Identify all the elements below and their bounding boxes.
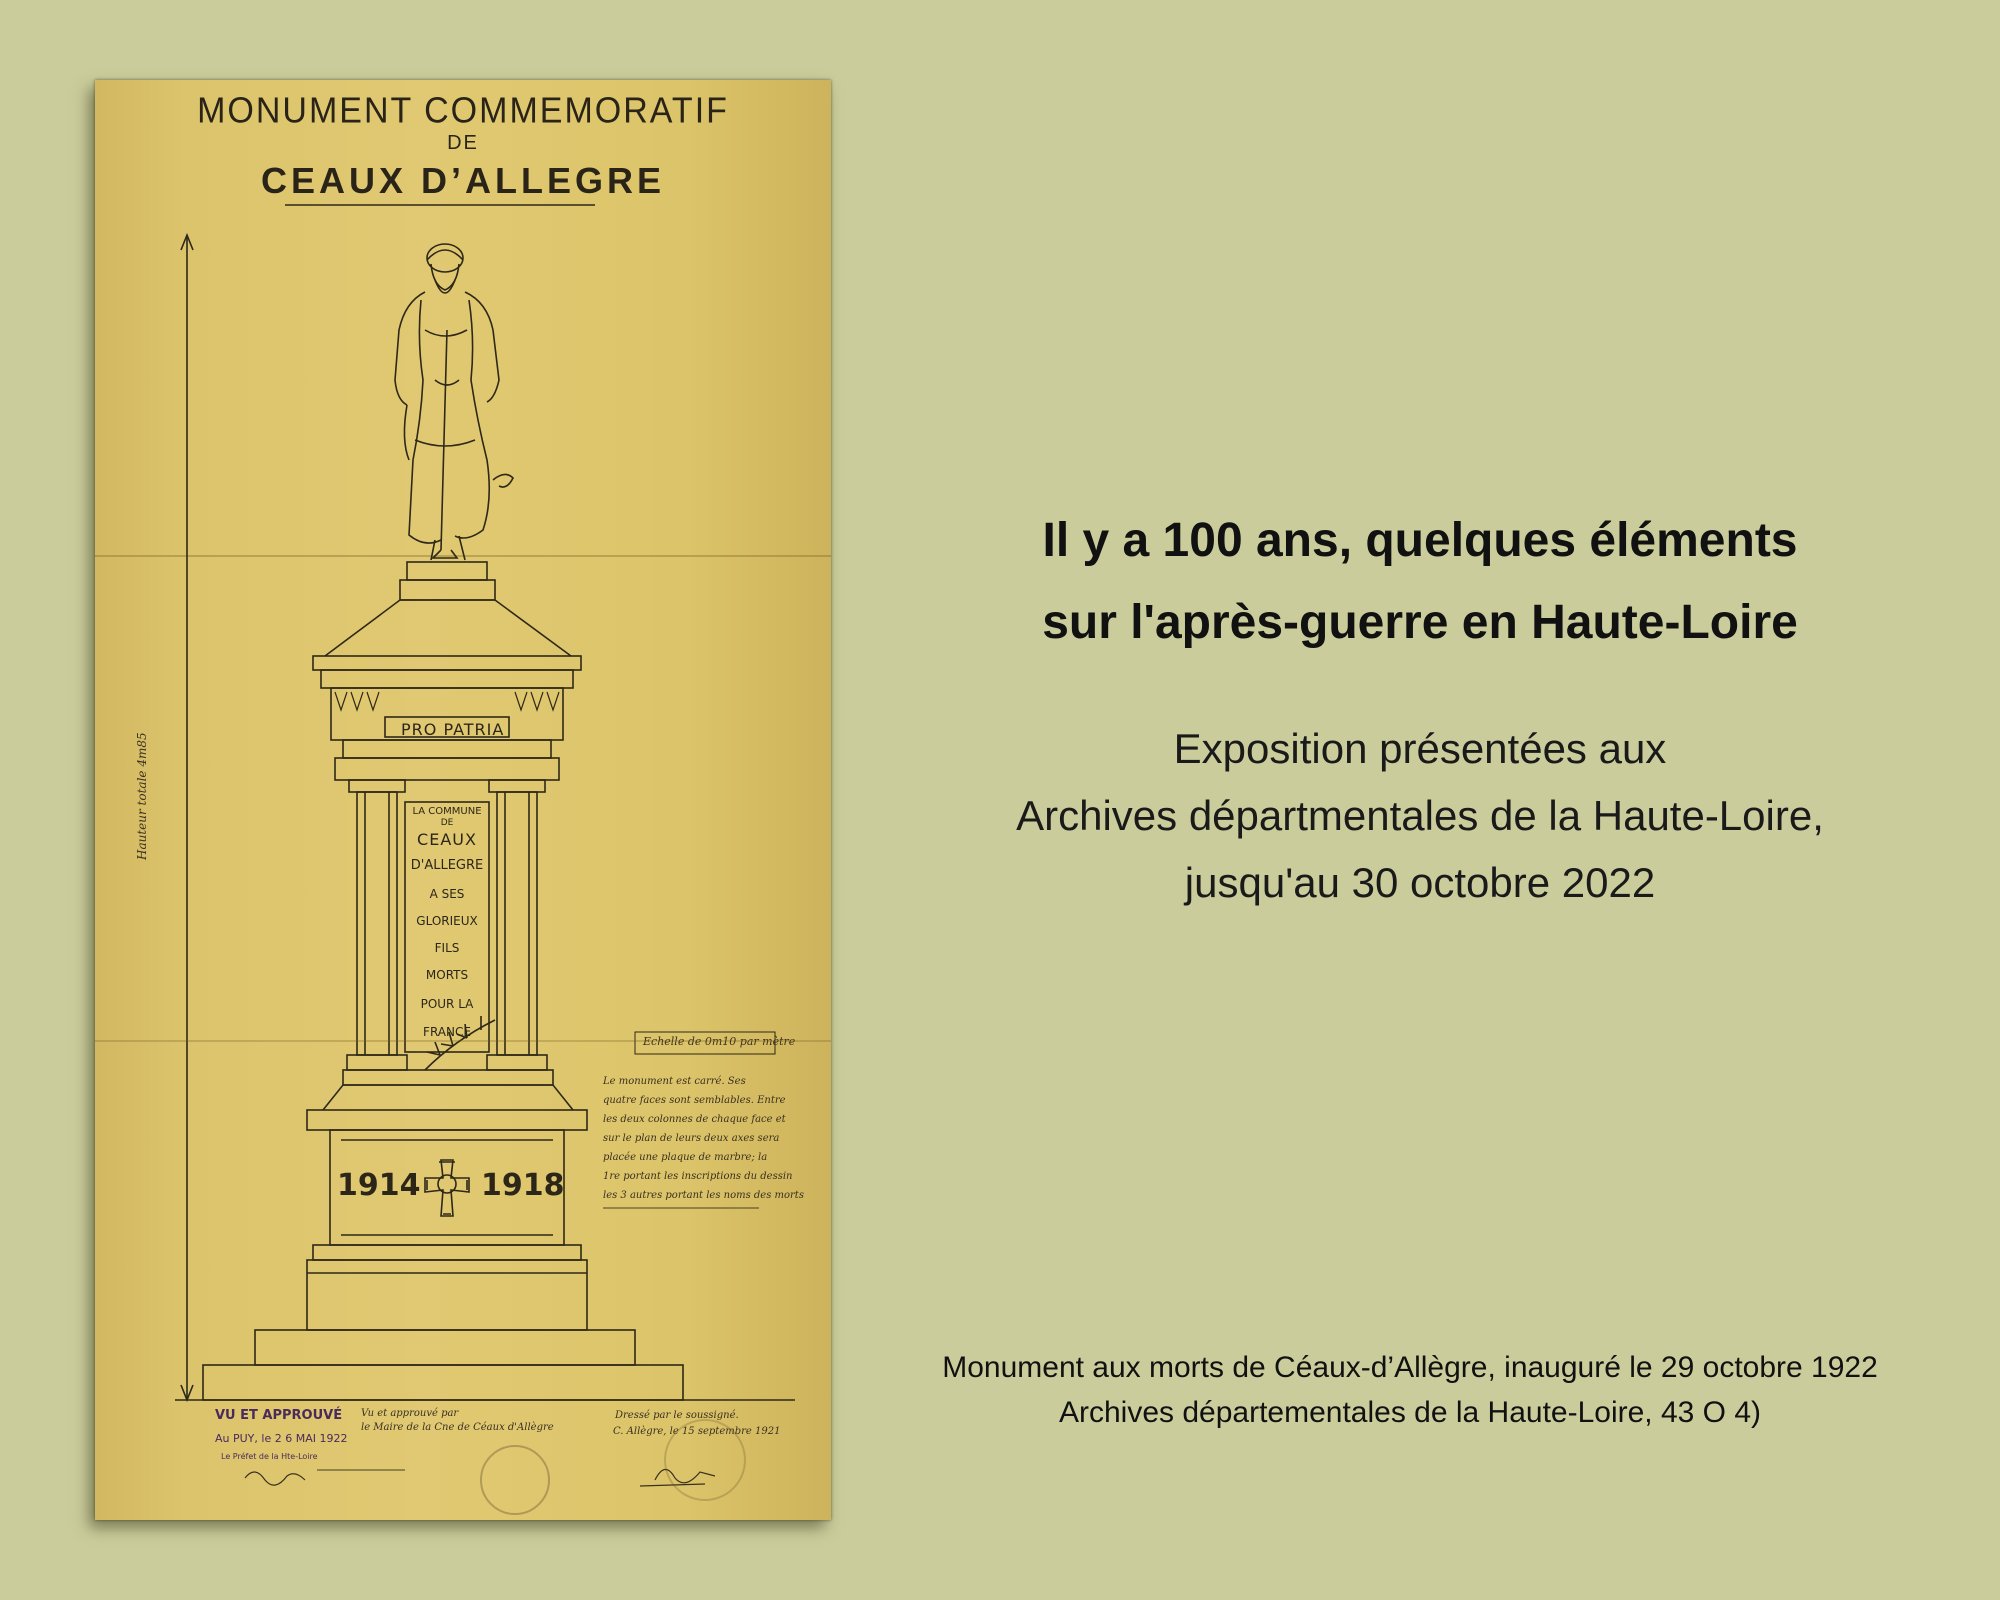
caption-line-2: Archives départementales de la Haute-Loire, 43 O 4) [1058,1396,1762,1429]
exhibition-line-1: Exposition présentées aux [1173,725,1667,772]
mayor-note-line: Vu et approuvé par [361,1408,459,1419]
plaque-line: FRANCE [423,1025,471,1039]
monument-plan-document [95,80,831,1520]
mayor-note-line: le Maire de la Cne de Céaux d'Allègre [361,1422,554,1433]
caption-line-1: Monument aux morts de Céaux-d’Allègre, inauguré le 29 octobre 1922 [942,1351,1878,1384]
year-end: 1918 [481,1168,565,1203]
plaque-line: LA COMMUNE [412,806,482,817]
author-note-line: Dressé par le soussigné. [615,1410,739,1421]
height-note: Hauteur totale 4m85 [135,732,149,860]
exhibition-headline [920,500,1920,664]
year-start: 1914 [337,1168,421,1203]
exhibition-line-2: Archives départmentales de la Haute-Loire, [1016,792,1824,839]
plan-title-line2: DE [447,132,479,154]
plaque-line: D'ALLEGRE [410,858,484,873]
plan-title-line1: MONUMENT COMMEMORATIF [197,91,729,131]
approval-stamp-prefet: Le Préfet de la Hte-Loire [221,1452,318,1461]
plaque-line: GLORIEUX [416,914,478,928]
description-line: Le monument est carré. Ses [603,1076,746,1087]
headline-line-1: Il y a 100 ans, quelques éléments [1042,514,1798,567]
plaque-line: MORTS [425,968,469,982]
approval-stamp-title: VU ET APPROUVÉ [215,1408,343,1423]
description-line: les 3 autres portant les noms des morts [603,1190,804,1201]
plaque-line: DE [440,818,454,828]
plaque-line: CEAUX [417,830,477,849]
approval-stamp-date: Au PUY, le 2 6 MAI 1922 [215,1432,348,1445]
description-line: quatre faces sont semblables. Entre [603,1095,786,1106]
description-line: placée une plaque de marbre; la [603,1152,768,1163]
image-caption [860,1345,1960,1435]
description-line: les deux colonnes de chaque face et [603,1114,786,1125]
author-note-line: C. Allègre, le 15 septembre 1921 [613,1426,781,1437]
plan-title-line3: CEAUX D’ALLEGRE [260,160,666,201]
plaque-line: POUR LA [420,997,474,1011]
scale-note: Echelle de 0m10 par mètre [643,1035,796,1048]
description-line: 1re portant les inscriptions du dessin [603,1171,793,1182]
frieze-inscription: PRO PATRIA [401,720,505,739]
headline-line-2: sur l'après-guerre en Haute-Loire [1042,596,1798,649]
plaque-line: FILS [434,941,460,955]
plaque-line: A SES [429,887,465,901]
signatures-and-seals [95,80,831,1520]
exhibition-line-3: jusqu'au 30 octobre 2022 [1184,859,1656,906]
exhibition-info [920,715,1920,916]
description-line: sur le plan de leurs deux axes sera [603,1133,780,1144]
